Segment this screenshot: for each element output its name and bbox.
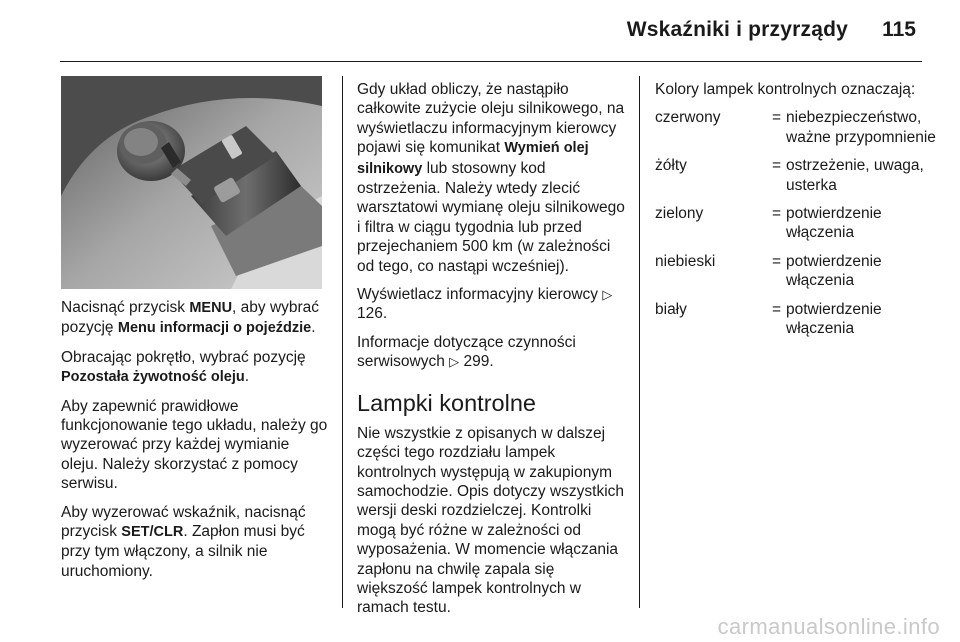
page-header	[0, 0, 960, 62]
text: Wyświetlacz informacyjny kierowcy	[357, 286, 603, 304]
text: .	[244, 368, 250, 386]
legend-meaning: potwierdzenie włączenia	[786, 252, 882, 290]
section-heading: Lampki kontrolne	[357, 389, 536, 416]
legend-equals: =	[772, 252, 782, 270]
paragraph-reset-procedure	[61, 503, 329, 582]
text: lub stosowny kod ostrzeżenia. Należy wtedy zlecić warsztatowi wymianę oleju silnikowego i filtra w ciągu tygodnia lub przed przejechaniem 500 km (w zależności od tego, co nastąpi wcześniej).	[357, 159, 625, 275]
reference-arrow-icon: ▷	[602, 287, 613, 303]
paragraph-oil-change	[357, 80, 629, 276]
paragraph-service-ref	[357, 333, 629, 372]
set-clr-button-label: SET/CLR	[121, 524, 184, 541]
color-legend-intro: Kolory lampek kontrolnych oznaczają:	[655, 81, 916, 98]
legend-meaning: potwierdzenie włączenia	[786, 205, 882, 242]
legend-color-name: czerwony	[655, 109, 721, 127]
text: Obracając pokrętło, wybrać pozycję	[61, 348, 306, 366]
page-reference[interactable]: 299.	[463, 353, 494, 371]
watermark: carmanualsonline.info	[717, 614, 940, 639]
change-oil-message: Wymień olej silnikowy	[357, 140, 589, 177]
paragraph-reset-info: Aby zapewnić prawidłowe funkcjonowanie tego układu, należy go wyzerować przy każdej wymianie oleju. Należy skorzystać z pomocy serwisu.	[61, 397, 328, 493]
legend-color-name: niebieski	[655, 252, 716, 270]
legend-equals: =	[772, 109, 782, 127]
legend-color-name: żółty	[655, 157, 687, 175]
column-3	[655, 80, 940, 347]
color-legend-table	[655, 108, 940, 347]
reference-arrow-icon: ▷	[449, 354, 460, 370]
paragraph-driver-info-ref	[357, 285, 629, 324]
legend-meaning: ostrzeżenie, uwaga, usterka	[786, 157, 924, 194]
legend-equals: =	[772, 157, 782, 175]
page-number: 115	[882, 18, 916, 41]
paragraph-indicator-lamps: Nie wszystkie z opisanych w dalszej części tego rozdziału lampek kontrolnych występują w zakupionym samochodzie. Opis dotyczy wszystkich wersji deski rozdzielczej. Kontrolki mogą być różne w zależności od wyposażenia. W momencie włączania zapłonu na chwilę zapala się większość lampek kontrolnych w ramach testu.	[357, 424, 625, 617]
text: Nacisnąć przycisk	[61, 299, 190, 316]
page-title: Wskaźniki i przyrządy	[626, 18, 848, 41]
stalk-illustration	[61, 76, 322, 289]
turn-signal-stalk-photo	[61, 76, 322, 289]
text: Gdy układ obliczy, że nastąpiło całkowite zużycie oleju silnikowego, na wyświetlaczu informacyjnym kierowcy pojawi się komunikat	[357, 81, 625, 157]
legend-meaning: niebezpieczeństwo, ważne przypomnienie	[786, 109, 936, 146]
legend-row	[655, 108, 940, 156]
legend-row	[655, 156, 940, 204]
header-rule	[60, 61, 922, 62]
column-2	[357, 80, 629, 627]
text: . Zapłon musi być przy tym włączony, a silnik nie uruchomiony.	[61, 523, 305, 580]
legend-meaning: potwierdzenie włączenia	[786, 300, 882, 338]
menu-button-label: MENU	[189, 300, 233, 316]
legend-row	[655, 252, 940, 300]
menu-item-label: Menu informacji o pojeździe	[117, 320, 312, 337]
page-reference[interactable]: 126.	[357, 305, 388, 323]
legend-equals: =	[772, 300, 782, 318]
text: .	[311, 319, 316, 337]
oil-life-item-label: Pozostała żywotność oleju	[61, 369, 245, 386]
text: , aby wybrać pozycję	[61, 299, 320, 337]
legend-row	[655, 204, 940, 252]
paragraph-oil-life	[61, 348, 329, 388]
legend-equals: =	[772, 205, 782, 223]
legend-row	[655, 300, 940, 348]
column-divider-1	[342, 76, 343, 608]
text: Informacje dotyczące czynności serwisowych	[357, 333, 576, 371]
paragraph-menu	[61, 298, 329, 339]
legend-color-name: zielony	[655, 205, 704, 223]
legend-color-name: biały	[655, 300, 687, 318]
column-1	[61, 298, 329, 590]
text: Aby wyzerować wskaźnik, nacisnąć przycisk	[61, 503, 306, 541]
column-divider-2	[639, 76, 640, 608]
